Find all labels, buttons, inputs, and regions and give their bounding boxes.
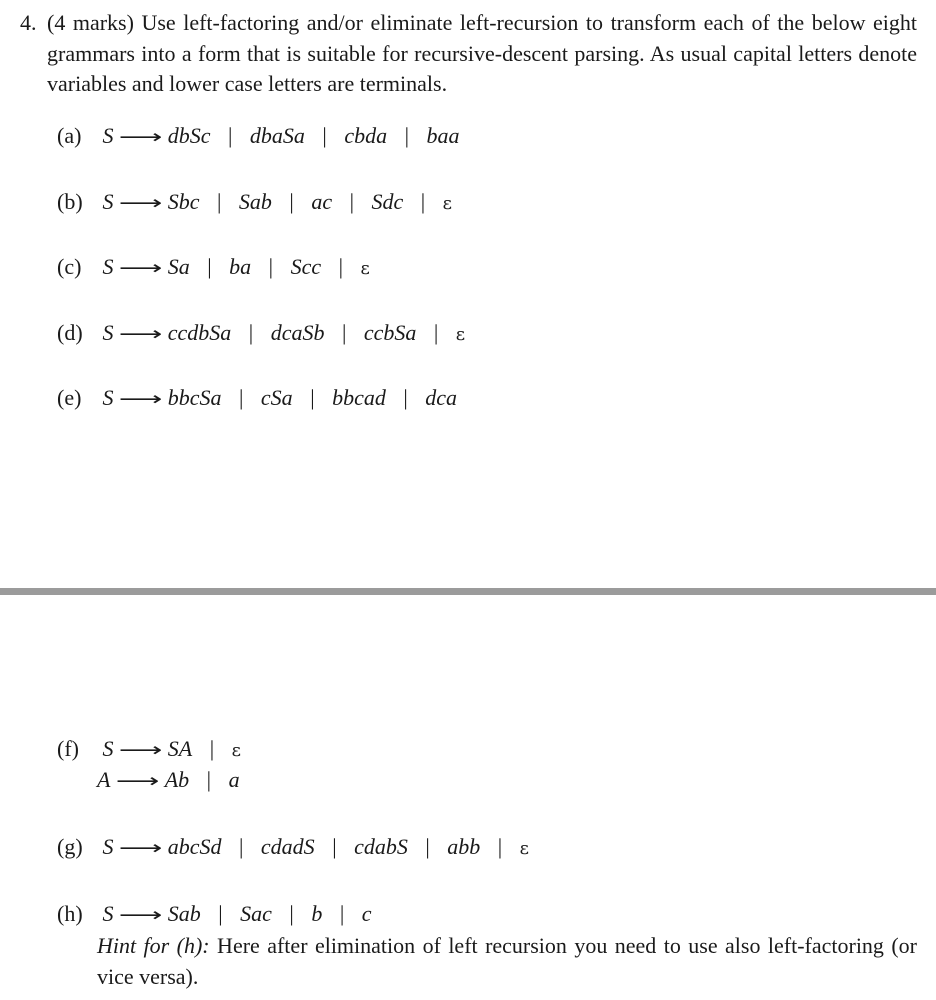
grammar-d xyxy=(57,318,465,350)
grammar-g-label: (g) xyxy=(57,834,83,859)
grammar-b-alt: Sbc xyxy=(167,189,200,214)
alt-separator: | xyxy=(433,320,439,345)
grammar-d-lhs: S xyxy=(102,320,114,345)
grammar-b-alt: Sdc xyxy=(371,189,404,214)
arrow-icon: ⟶ xyxy=(118,837,163,859)
grammar-e xyxy=(57,383,457,414)
arrow-icon: ⟶ xyxy=(115,770,160,792)
grammar-c-alt: ba xyxy=(229,254,252,279)
grammar-f xyxy=(57,734,241,766)
alt-separator: | xyxy=(349,189,354,214)
grammar-e-lhs: S xyxy=(102,385,114,410)
grammar-h-hint xyxy=(97,930,917,992)
epsilon-symbol: ε xyxy=(231,740,241,761)
alt-separator: | xyxy=(322,123,327,148)
hint-label: Hint for (h): xyxy=(97,933,210,958)
arrow-icon: ⟶ xyxy=(118,388,163,410)
grammar-a-alt: dbSc xyxy=(167,123,211,148)
grammar-f-rule2-alt: a xyxy=(228,767,240,792)
alt-separator: | xyxy=(425,834,430,859)
alt-separator: | xyxy=(239,834,244,859)
grammar-g xyxy=(57,832,529,864)
grammar-h xyxy=(57,899,372,930)
arrow-icon: ⟶ xyxy=(118,739,163,761)
alt-separator: | xyxy=(289,901,294,926)
grammar-h-lhs: S xyxy=(102,901,114,926)
grammar-a-alt: cbda xyxy=(344,123,388,148)
alt-separator: | xyxy=(207,254,212,279)
grammar-d-label: (d) xyxy=(57,320,83,345)
arrow-icon: ⟶ xyxy=(118,904,163,926)
grammar-a-alt: baa xyxy=(426,123,460,148)
alt-separator: | xyxy=(218,901,223,926)
grammar-g-alt: cdadS xyxy=(260,834,315,859)
grammar-b xyxy=(57,187,452,219)
alt-separator: | xyxy=(420,189,426,214)
epsilon-symbol: ε xyxy=(442,193,452,214)
grammar-e-alt: cSa xyxy=(260,385,293,410)
grammar-f-rule2-lhs: A xyxy=(97,767,111,792)
alt-separator: | xyxy=(289,189,294,214)
grammar-f-rule2-alt: Ab xyxy=(164,767,190,792)
grammar-e-alt: dca xyxy=(425,385,458,410)
arrow-icon: ⟶ xyxy=(118,192,163,214)
alt-separator: | xyxy=(497,834,503,859)
alt-separator: | xyxy=(217,189,222,214)
problem-intro: (4 marks) Use left-factoring and/or eliminate left-recursion to transform each of the below eight grammars into a form that is suitable for recursive-descent parsing. As usual capital letters denote variables and lower case letters are terminals. xyxy=(47,10,917,96)
arrow-icon: ⟶ xyxy=(118,126,163,148)
epsilon-symbol: ε xyxy=(360,258,370,279)
alt-separator: | xyxy=(268,254,274,279)
alt-separator: | xyxy=(338,254,343,279)
grammar-e-label: (e) xyxy=(57,385,82,410)
alt-separator: | xyxy=(310,385,315,410)
grammar-h-label: (h) xyxy=(57,901,83,926)
grammar-g-alt: abcSd xyxy=(167,834,222,859)
grammar-e-alt: bbcSa xyxy=(167,385,222,410)
grammar-a xyxy=(57,121,460,152)
grammar-f-rule2 xyxy=(97,765,240,796)
grammar-c-alt: Scc xyxy=(290,254,322,279)
grammar-c-label: (c) xyxy=(57,254,82,279)
grammar-e-alt: bbcad xyxy=(332,385,386,410)
grammar-a-lhs: S xyxy=(102,123,114,148)
grammar-g-alt: abb xyxy=(447,834,481,859)
grammar-h-alt: c xyxy=(361,901,372,926)
alt-separator: | xyxy=(332,834,337,859)
alt-separator: | xyxy=(404,123,409,148)
grammar-b-alt: Sab xyxy=(238,189,272,214)
grammar-a-alt: dbaSa xyxy=(249,123,305,148)
grammar-d-alt: dcaSb xyxy=(270,320,325,345)
grammar-c xyxy=(57,252,370,284)
grammar-c-lhs: S xyxy=(102,254,114,279)
alt-separator: | xyxy=(341,320,347,345)
grammar-b-lhs: S xyxy=(102,189,114,214)
alt-separator: | xyxy=(248,320,254,345)
alt-separator: | xyxy=(209,736,215,761)
problem-number: 4. xyxy=(20,10,37,35)
alt-separator: | xyxy=(228,123,233,148)
alt-separator: | xyxy=(339,901,345,926)
grammar-h-alt: Sab xyxy=(167,901,201,926)
alt-separator: | xyxy=(403,385,408,410)
grammar-h-alt: Sac xyxy=(240,901,272,926)
grammar-c-alt: Sa xyxy=(167,254,190,279)
grammar-b-alt: ac xyxy=(311,189,333,214)
epsilon-symbol: ε xyxy=(455,324,466,345)
grammar-b-label: (b) xyxy=(57,189,83,214)
grammar-a-label: (a) xyxy=(57,123,82,148)
grammar-f-alt: SA xyxy=(167,736,193,761)
epsilon-symbol: ε xyxy=(519,838,529,859)
alt-separator: | xyxy=(206,767,212,792)
page-divider xyxy=(0,588,936,595)
arrow-icon: ⟶ xyxy=(118,257,163,279)
grammar-d-alt: ccdbSa xyxy=(167,320,232,345)
arrow-icon: ⟶ xyxy=(118,323,163,345)
grammar-f-label: (f) xyxy=(57,736,79,761)
grammar-f-lhs: S xyxy=(102,736,114,761)
grammar-g-alt: cdabS xyxy=(354,834,408,859)
hint-text: Here after elimination of left recursion you need to use also left-factoring (or vice versa). xyxy=(97,933,918,989)
grammar-g-lhs: S xyxy=(102,834,114,859)
alt-separator: | xyxy=(239,385,244,410)
grammar-d-alt: ccbSa xyxy=(363,320,417,345)
grammar-h-alt: b xyxy=(311,901,323,926)
